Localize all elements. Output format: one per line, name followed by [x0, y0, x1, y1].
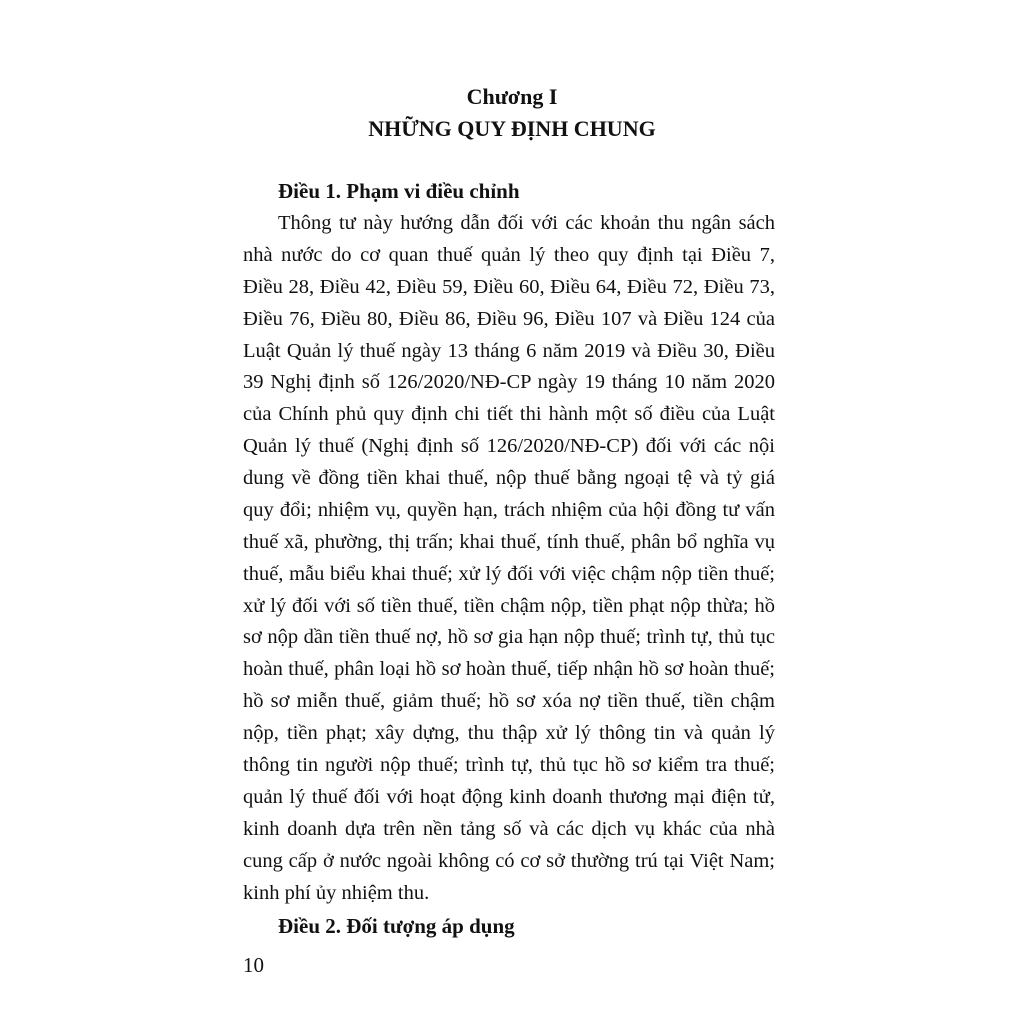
body-line: kinh phí ủy nhiệm thu. [243, 882, 430, 904]
body-line: quy đổi; nhiệm vụ, quyền hạn, trách nhiệm của hội đồng tư vấn [243, 499, 775, 521]
body-line: 39 Nghị định số 126/2020/NĐ-CP ngày 19 tháng 10 năm 2020 [243, 371, 775, 393]
body-line: nhà nước do cơ quan thuế quản lý theo quy định tại Điều 7, [243, 244, 775, 266]
body-line: Luật Quản lý thuế ngày 13 tháng 6 năm 2019 và Điều 30, Điều [243, 340, 775, 362]
chapter-title: NHỮNG QUY ĐỊNH CHUNG [368, 116, 656, 141]
body-line: cung cấp ở nước ngoài không có cơ sở thường trú tại Việt Nam; [243, 850, 775, 872]
body-line: Điều 28, Điều 42, Điều 59, Điều 60, Điều 64, Điều 72, Điều 73, [243, 276, 775, 298]
body-line: dung về đồng tiền khai thuế, nộp thuế bằng ngoại tệ và tỷ giá [243, 467, 775, 489]
chapter-label: Chương I [466, 84, 558, 109]
body-line: thuế, mẫu biểu khai thuế; xử lý đối với việc chậm nộp tiền thuế; [243, 563, 775, 585]
body-line: Quản lý thuế (Nghị định số 126/2020/NĐ-CP) đối với các nội [243, 435, 775, 457]
article-1-heading: Điều 1. Phạm vi điều chỉnh [278, 179, 520, 203]
body-line: xử lý đối với số tiền thuế, tiền chậm nộp, tiền phạt nộp thừa; hồ [243, 595, 775, 617]
body-line: thông tin người nộp thuế; trình tự, thủ tục hồ sơ kiểm tra thuế; [243, 754, 775, 776]
body-line: quản lý thuế đối với hoạt động kinh doanh thương mại điện tử, [243, 786, 775, 808]
body-line: thuế xã, phường, thị trấn; khai thuế, tính thuế, phân bổ nghĩa vụ [243, 531, 775, 553]
body-line: Thông tư này hướng dẫn đối với các khoản thu ngân sách [278, 212, 775, 234]
body-line: sơ nộp dần tiền thuế nợ, hồ sơ gia hạn nộp thuế; trình tự, thủ tục [243, 626, 775, 648]
body-line: Điều 76, Điều 80, Điều 86, Điều 96, Điều 107 và Điều 124 của [243, 308, 775, 330]
body-line: hồ sơ miễn thuế, giảm thuế; hồ sơ xóa nợ tiền thuế, tiền chậm [243, 690, 775, 712]
body-line: nộp, tiền phạt; xây dựng, thu thập xử lý thông tin và quản lý [243, 722, 775, 744]
body-line: của Chính phủ quy định chi tiết thi hành một số điều của Luật [243, 403, 775, 425]
body-line: hoàn thuế, phân loại hồ sơ hoàn thuế, tiếp nhận hồ sơ hoàn thuế; [243, 658, 775, 680]
article-2-heading: Điều 2. Đối tượng áp dụng [278, 914, 515, 938]
page-number: 10 [243, 953, 264, 977]
body-line: kinh doanh dựa trên nền tảng số và các dịch vụ khác của nhà [243, 818, 775, 840]
